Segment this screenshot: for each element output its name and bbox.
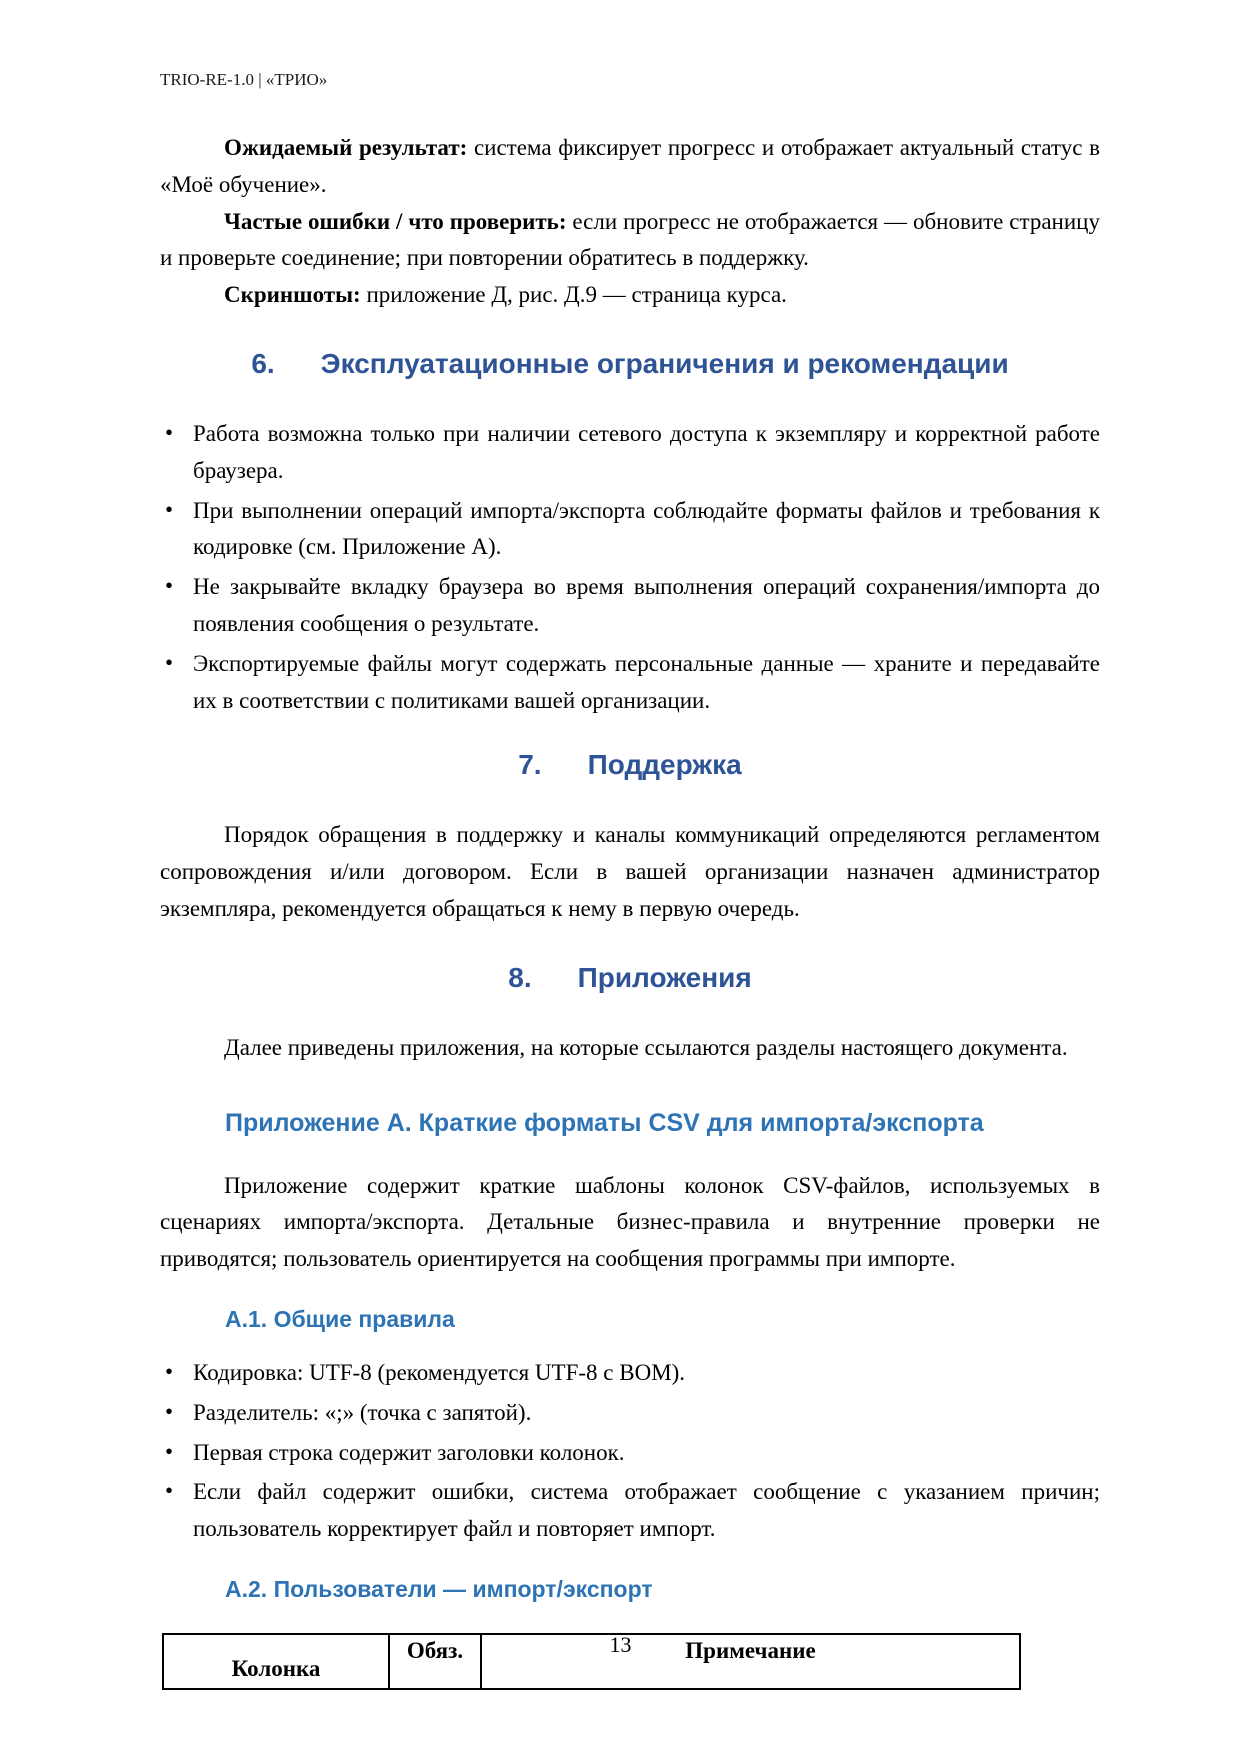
section-6-heading bbox=[160, 348, 1100, 380]
list-item: • Не закрывайте вкладку браузера во время выполнения операций сохранения/импорта до появления сообщения о результате. bbox=[160, 569, 1100, 643]
paragraph-expected-result bbox=[160, 130, 1100, 204]
section-title: Приложения bbox=[577, 961, 752, 993]
paragraph-screenshots bbox=[160, 277, 1100, 314]
paragraph-text: система фиксирует прогресс и отображает актуальный статус в «Моё обучение». bbox=[160, 135, 1101, 197]
page-number: 13 bbox=[609, 1632, 632, 1657]
list-item: • При выполнении операций импорта/экспорта соблюдайте форматы файлов и требования к кодировке (см. Приложение А). bbox=[160, 493, 1100, 567]
appendix-a1-heading: А.1. Общие правила bbox=[225, 1305, 455, 1332]
section-title: Эксплуатационные ограничения и рекомендации bbox=[320, 347, 1009, 379]
list-item: • Если файл содержит ошибки, система отображает сообщение с указанием причин; пользователь корректирует файл и повторяет импорт. bbox=[160, 1474, 1100, 1548]
section-7-heading bbox=[160, 749, 1100, 781]
appendix-a1-bullet-list bbox=[160, 1355, 1100, 1548]
list-item: • Первая строка содержит заголовки колонок. bbox=[160, 1435, 1100, 1472]
section-8-heading bbox=[160, 962, 1100, 994]
table-header-required: Обяз. bbox=[389, 1634, 481, 1689]
table-header-note: Примечание bbox=[481, 1634, 1020, 1689]
paragraph-appendix-a-intro: Приложение содержит краткие шаблоны колонок CSV-файлов, используемых в сценариях импорта/экспорта. Детальные бизнес-правила и внутренние проверки не приводятся; пользователь ориентируется на сообщения программы при импорте. bbox=[160, 1172, 1100, 1272]
list-item: • Экспортируемые файлы могут содержать персональные данные — храните и передавайте их в соответствии с политиками вашей организации. bbox=[160, 646, 1100, 720]
section-6-bullet-list bbox=[160, 416, 1100, 719]
section-number: 6. bbox=[251, 347, 275, 379]
list-item: • Кодировка: UTF-8 (рекомендуется UTF-8 с BOM). bbox=[160, 1355, 1100, 1392]
section-number: 7. bbox=[518, 749, 542, 781]
list-item: • Разделитель: «;» (точка с запятой). bbox=[160, 1395, 1100, 1432]
paragraph-lead: Скриншоты: bbox=[224, 282, 361, 308]
paragraph-support: Порядок обращения в поддержку и каналы коммуникаций определяются регламентом сопровождения и/или договором. Если в вашей организации назначен администратор экземпляра, рекомендуется обращаться к нему в первую очередь. bbox=[160, 822, 1100, 921]
appendix-a-heading: Приложение А. Краткие форматы CSV для импорта/экспорта bbox=[225, 1108, 984, 1137]
paragraph-appendices-intro: Далее приведены приложения, на которые ссылаются разделы настоящего документа. bbox=[224, 1034, 1068, 1060]
table-header-column: Колонка bbox=[163, 1634, 389, 1689]
paragraph-text: если прогресс не отображается — обновите страницу и проверьте соединение; при повторении обратитесь в поддержку. bbox=[160, 208, 1100, 271]
section-title: Поддержка bbox=[587, 749, 742, 781]
list-item: • Работа возможна только при наличии сетевого доступа к экземпляру и корректной работе браузера. bbox=[160, 416, 1100, 490]
section-number: 8. bbox=[508, 961, 532, 993]
appendix-a2-heading: А.2. Пользователи — импорт/экспорт bbox=[225, 1575, 653, 1602]
running-header: TRIO-RE-1.0 | «ТРИО» bbox=[160, 70, 328, 89]
paragraph-text: приложение Д, рис. Д.9 — страница курса. bbox=[360, 282, 787, 308]
paragraph-common-errors bbox=[160, 204, 1100, 278]
paragraph-lead: Частые ошибки / что проверить: bbox=[224, 208, 567, 234]
paragraph-lead: Ожидаемый результат: bbox=[224, 135, 468, 160]
